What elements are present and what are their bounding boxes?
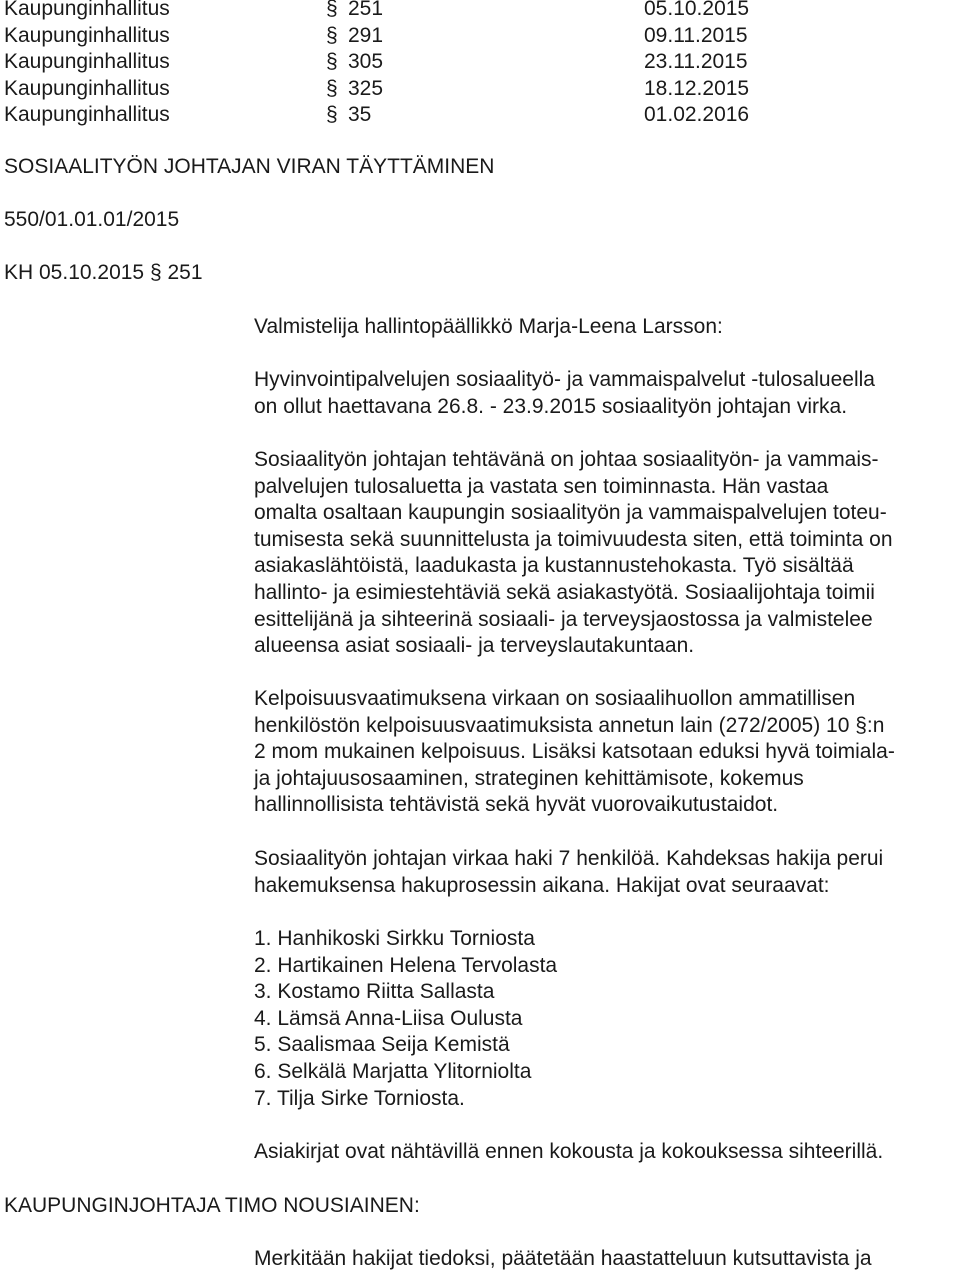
paragraph-line: 2 mom mukainen kelpoisuus. Lisäksi katsotaan eduksi hyvä toimiala-	[254, 740, 895, 764]
paragraph-line: ja johtajuusosaaminen, strateginen kehittämisote, kokemus	[254, 766, 804, 790]
paragraph-line: omalta osaltaan kaupungin sosiaalityön ja vammaispalvelujen toteu-	[254, 501, 887, 525]
paragraph-line: hallinnollisista tehtävistä sekä hyvät vuorovaikutustaidot.	[254, 793, 779, 817]
list-item: 5. Saalismaa Seija Kemistä	[254, 1033, 510, 1057]
paragraph-line: hakemuksensa hakuprosessin aikana. Hakijat ovat seuraavat:	[254, 873, 830, 897]
meeting-row	[4, 0, 864, 23]
decision-reference: KH 05.10.2015 § 251	[4, 261, 203, 284]
paragraph-line: tumisesta sekä suunnittelusta ja toimivuudesta siten, että toiminta on	[254, 527, 893, 551]
section-sign: §	[326, 23, 338, 47]
meeting-date: 18.12.2015	[644, 76, 750, 100]
paragraph-line: asiakaslähtöistä, laadukasta ja kustannustehokasta. Työ sisältää	[254, 554, 854, 578]
paragraph-duties	[254, 447, 960, 660]
paragraph-line: Sosiaalityön johtajan virkaa haki 7 henkilöä. Kahdeksas hakija perui	[254, 847, 884, 870]
meeting-date: 05.10.2015	[644, 0, 750, 20]
paragraph-line: on ollut haettavana 26.8. - 23.9.2015 sosiaalityön johtajan virka.	[254, 394, 848, 418]
meeting-date: 09.11.2015	[644, 23, 748, 47]
meeting-row	[4, 76, 864, 103]
meeting-row	[4, 102, 864, 129]
section-number: 305	[348, 50, 384, 74]
paragraph-line: Asiakirjat ovat nähtävillä ennen kokousta ja kokouksessa sihteerillä.	[254, 1140, 884, 1163]
paragraph-applicants-intro	[254, 846, 960, 899]
paragraph-line: esittelijänä ja sihteerinä sosiaali- ja terveysjaostossa ja valmistelee	[254, 607, 873, 631]
meeting-body: Kaupunginhallitus	[4, 50, 170, 74]
meeting-body: Kaupunginhallitus	[4, 76, 170, 100]
paragraph-vacancy	[254, 367, 960, 420]
section-sign: §	[326, 76, 338, 100]
meeting-date: 01.02.2016	[644, 103, 750, 127]
meeting-body: Kaupunginhallitus	[4, 0, 170, 20]
paragraph-qualifications	[254, 686, 960, 819]
paragraph-line: hallinto- ja esimiestehtäviä sekä asiakastyötä. Sosiaalijohtaja toimii	[254, 580, 875, 604]
section-number: 291	[348, 23, 384, 47]
section-sign: §	[326, 103, 338, 127]
paragraph-line: Kelpoisuusvaatimuksena virkaan on sosiaalihuollon ammatillisen	[254, 687, 856, 710]
paragraph-line: palvelujen tulosaluetta ja vastata sen toiminnasta. Hän vastaa	[254, 474, 829, 498]
paragraph-line: Merkitään hakijat tiedoksi, päätetään haastatteluun kutsuttavista ja	[254, 1247, 872, 1270]
preparer-text: Valmistelija hallintopäällikkö Marja-Leena Larsson:	[254, 315, 723, 338]
preparer-line	[254, 314, 960, 341]
meeting-date: 23.11.2015	[644, 50, 748, 74]
proposal	[254, 1246, 960, 1273]
list-item: 7. Tilja Sirke Torniosta.	[254, 1086, 465, 1110]
list-item: 3. Kostamo Riitta Sallasta	[254, 980, 495, 1004]
section-sign: §	[326, 50, 338, 74]
meeting-body: Kaupunginhallitus	[4, 103, 170, 127]
meeting-body: Kaupunginhallitus	[4, 23, 170, 47]
meeting-row	[4, 23, 864, 50]
paragraph-line: henkilöstön kelpoisuusvaatimuksista annetun lain (272/2005) 10 §:n	[254, 713, 885, 737]
section-sign: §	[326, 0, 338, 20]
section-number: 325	[348, 76, 384, 100]
paragraph-line: Sosiaalityön johtajan tehtävänä on johtaa sosiaalityön- ja vammais-	[254, 448, 879, 471]
paragraph-line: alueensa asiat sosiaali- ja terveyslautakuntaan.	[254, 634, 695, 658]
documents-note	[254, 1139, 960, 1166]
paragraph-line: Hyvinvointipalvelujen sosiaalityö- ja vammaispalvelut -tulosalueella	[254, 368, 875, 391]
list-item: 1. Hanhikoski Sirkku Torniosta	[254, 927, 535, 950]
list-item: 6. Selkälä Marjatta Ylitorniolta	[254, 1059, 532, 1083]
section-number: 35	[348, 103, 372, 127]
list-item: 4. Lämsä Anna-Liisa Oulusta	[254, 1006, 523, 1030]
list-item: 2. Hartikainen Helena Tervolasta	[254, 953, 558, 977]
section-number: 251	[348, 0, 384, 20]
matter-title: SOSIAALITYÖN JOHTAJAN VIRAN TÄYTTÄMINEN	[4, 155, 495, 178]
meeting-row	[4, 49, 864, 76]
applicant-list	[254, 926, 960, 1112]
record-number: 550/01.01.01/2015	[4, 208, 180, 231]
proposer-heading: KAUPUNGINJOHTAJA TIMO NOUSIAINEN:	[4, 1194, 420, 1217]
